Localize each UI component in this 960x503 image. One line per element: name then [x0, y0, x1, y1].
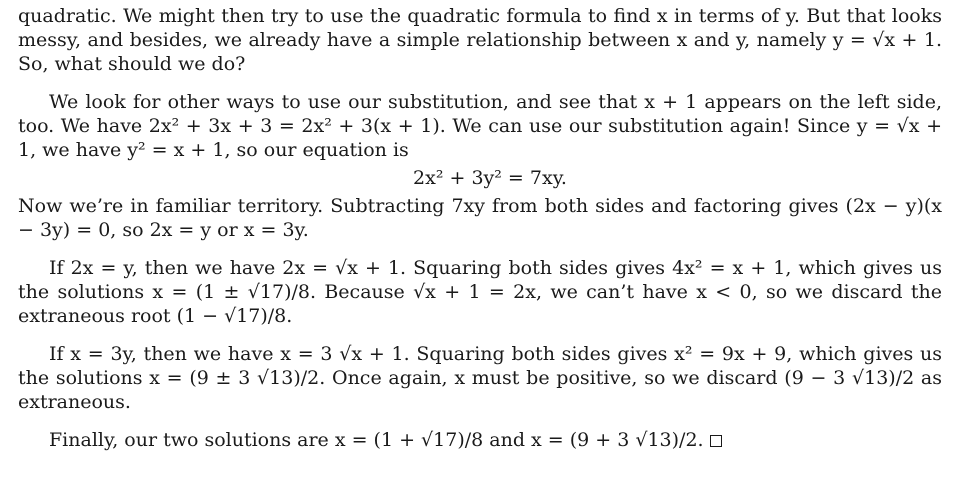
qed-square-icon	[710, 435, 722, 447]
paragraph-intro-continued: quadratic. We might then try to use the quadratic formula to find x in terms of y. But that looks messy, and besides, we already have a simple relationship between x and y, namely y = √x + 1. So, what should we do?	[18, 5, 942, 75]
paragraph-substitution: We look for other ways to use our substitution, and see that x + 1 appears on the left side, too. We have 2x² + 3x + 3 = 2x² + 3(x + 1). We can use our substitution again! Since y = √x + 1, we have y² = x + 1, so our equation is	[18, 91, 942, 161]
conclusion-text: Finally, our two solutions are x = (1 + √17)/8 and x = (9 + 3 √13)/2.	[49, 429, 704, 451]
paragraph-conclusion	[18, 428, 942, 452]
paragraph-case-2x-equals-y: If 2x = y, then we have 2x = √x + 1. Squaring both sides gives 4x² = x + 1, which gives us the solutions x = (1 ± √17)/8. Because √x + 1 = 2x, we can’t have x < 0, so we discard the extraneous root (1 − √17)/8.	[18, 257, 942, 327]
display-equation: 2x² + 3y² = 7xy.	[413, 167, 567, 189]
paragraph-case-x-equals-3y: If x = 3y, then we have x = 3 √x + 1. Squaring both sides gives x² = 9x + 9, which gives us the solutions x = (9 ± 3 √13)/2. Once again, x must be positive, so we discard (9 − 3 √13)/2 as extraneous.	[18, 343, 942, 413]
paragraph-factoring: Now we’re in familiar territory. Subtracting 7xy from both sides and factoring gives (2x − y)(x − 3y) = 0, so 2x = y or x = 3y.	[18, 195, 942, 241]
